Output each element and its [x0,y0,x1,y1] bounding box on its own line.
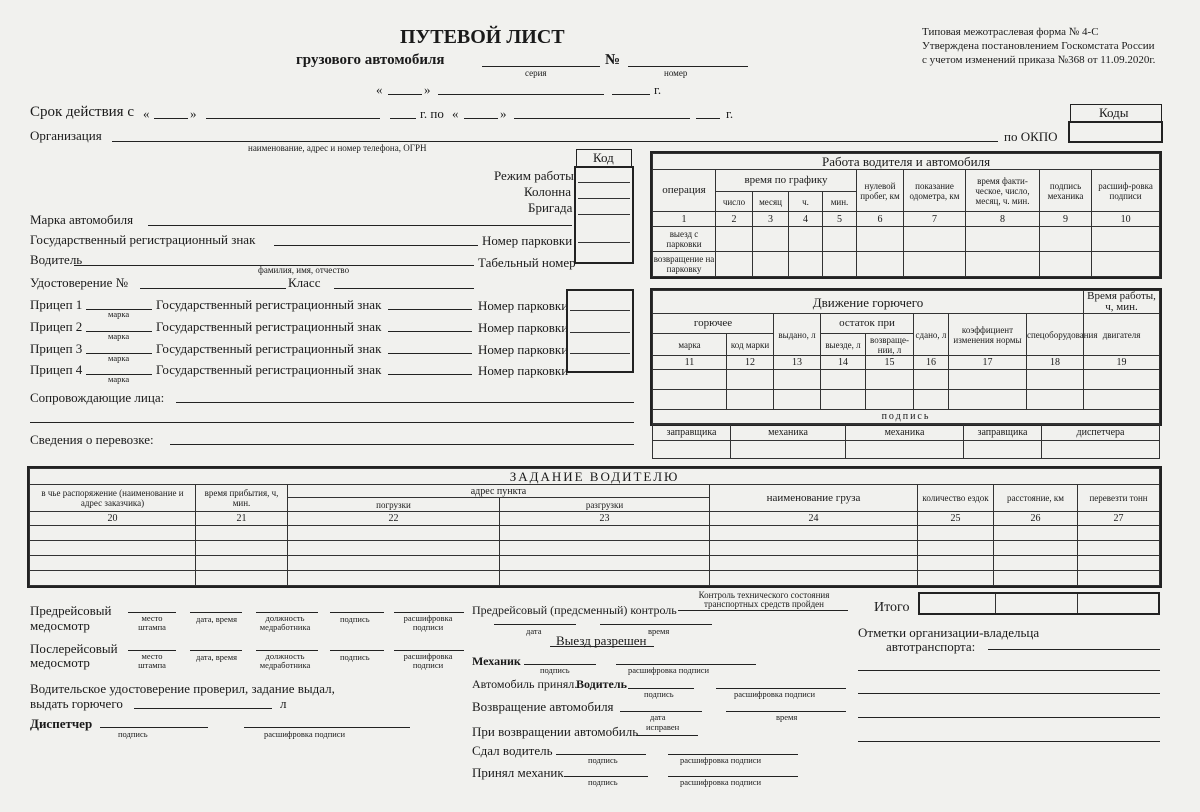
org-field[interactable] [112,141,998,142]
date-month-field[interactable] [438,94,604,95]
work-num: 3 [753,212,789,227]
task-cell[interactable] [918,541,994,556]
dispetcher-sign-field[interactable] [100,727,208,728]
work-cell[interactable] [753,227,789,252]
dispetcher-rassh-field[interactable] [244,727,410,728]
marka-label: Марка автомобиля [30,212,134,227]
task-num: 20 [30,512,196,526]
trailer-marka-caption: марка [108,309,130,319]
work-num: 4 [789,212,823,227]
work-num: 9 [1040,212,1092,227]
signature-table [652,424,1160,459]
task-num: 26 [994,512,1078,526]
fuel-num: 16 [914,356,949,370]
dispetcher-rassh-caption: расшифровка подписи [264,729,346,739]
work-cell[interactable] [904,252,966,277]
work-row-vozvrashenie: возвращение на парковку [653,252,716,277]
fuel-num: 18 [1027,356,1084,370]
validity-year-end: г. [726,106,734,121]
task-cell[interactable] [710,541,918,556]
sdal-label: Сдал водитель [472,743,553,758]
number-field[interactable] [628,66,748,67]
kontrol-field[interactable] [678,610,848,611]
medos-datetime-caption: дата, время [196,614,238,624]
vozvrashenie-time-caption: время [776,712,798,722]
trailer-gos-znak-label: Государственный регистрационный знак [156,297,382,312]
svedeniya-field[interactable] [170,444,634,445]
fuel-num: 15 [866,356,914,370]
fuel-cell[interactable] [1084,390,1160,410]
task-cell[interactable] [1078,541,1160,556]
fio-caption: фамилия, имя, отчество [258,265,350,275]
task-cell[interactable] [196,541,288,556]
nomer-parkovki-label: Номер парковки [482,233,573,248]
medos-podpis-caption: подпись [340,652,370,662]
otmetki-label: Отметки организации-владельца [858,625,1040,640]
task-cell[interactable] [288,571,500,586]
task-col-rasporyazhenie: в чье распоряжение (наименование и адрес заказчика) [30,485,196,512]
work-num: 6 [857,212,904,227]
work-col-chislo: число [716,192,753,212]
prinyal-label: Принял механик [472,765,564,780]
medos-datetime-field[interactable] [190,650,242,651]
vod-udost-label: Водительское удостоверение проверил, задание выдал, [30,681,335,696]
otmetki-line-4[interactable] [858,717,1160,718]
trailer-gos-znak-label: Государственный регистрационный знак [156,341,382,356]
task-cell[interactable] [500,541,710,556]
fuel-num: 12 [727,356,774,370]
validity-month-to[interactable] [514,118,690,119]
fuel-col-specoborud: спецоборудования [1027,314,1084,356]
fuel-num: 13 [774,356,821,370]
task-cell[interactable] [994,526,1078,541]
org-caption: наименование, адрес и номер телефона, ОГРН [248,143,427,153]
fuel-cell[interactable] [866,390,914,410]
itogo-label: Итого [874,600,910,615]
work-cell[interactable] [1092,227,1160,252]
task-cell[interactable] [994,541,1078,556]
sign-mehanik-2: механика [846,425,964,441]
work-num: 7 [904,212,966,227]
medos-rassh-caption: расшифровка подписи [403,651,453,670]
fuel-num: 19 [1084,356,1160,370]
work-col-nulevoi: нулевой пробег, км [857,170,904,212]
soprovozhd-label: Сопровождающие лица: [30,390,165,405]
avto-prinyal-sign-caption: подпись [644,689,674,699]
predreis-kontrol-label: Предрейсовый (предсменный) контроль [472,603,677,617]
itogo-box [918,592,1160,615]
work-cell[interactable] [789,252,823,277]
task-cell[interactable] [918,571,994,586]
task-cell[interactable] [710,556,918,571]
trailer-label: Прицеп 1 [30,297,83,312]
work-cell[interactable] [823,227,857,252]
otmetki-line-1[interactable] [988,649,1160,650]
fuel-col-koef: коэффициент изменения нормы [949,314,1027,356]
form-note-2: Утверждена постановлением Госкомстата России [922,40,1155,52]
trailer-parking-label: Номер парковки [478,363,569,378]
mehanik-rassh-caption: расшифровка подписи [628,665,710,675]
medos-podpis-field[interactable] [330,650,384,651]
task-cell[interactable] [30,541,196,556]
number-caption: номер [664,68,688,78]
soprovozhd-field-2[interactable] [30,422,634,423]
form-subtitle: грузового автомобиля [296,52,445,68]
trailer-parking-label: Номер парковки [478,320,569,335]
sign-zapravshchik-2: заправщика [964,425,1042,441]
trailer-label: Прицеп 2 [30,319,83,334]
fuel-cell[interactable] [949,390,1027,410]
work-cell[interactable] [716,252,753,277]
fuel-vremya-raboty: Время работы, ч, мин. [1084,291,1160,314]
prinyal-sign-caption: подпись [588,777,618,787]
dispetcher-label: Диспетчер [30,716,93,731]
series-field[interactable] [482,66,600,67]
fuel-cell[interactable] [727,390,774,410]
date-day-field[interactable] [388,94,422,95]
kontrol-time-caption: время [648,626,670,636]
gos-znak-label: Государственный регистрационный знак [30,232,256,247]
sign-dispetcher: диспетчера [1042,425,1160,441]
work-col-mesyac: месяц [753,192,789,212]
sign-zapravshchik: заправщика [653,425,731,441]
task-col-rasstoyanie: расстояние, км [994,485,1078,512]
task-col-razgruzki: разгрузки [500,498,710,512]
tabelnyi-label: Табельный номер [478,255,576,270]
task-cell[interactable] [1078,526,1160,541]
validity-label: Срок действия с [30,104,134,120]
work-cell[interactable] [857,227,904,252]
task-cell[interactable] [918,526,994,541]
fuel-col-vydano: выдано, л [774,314,821,356]
work-cell[interactable] [1092,252,1160,277]
mehanik-sign-caption: подпись [540,665,570,675]
marka-field[interactable] [148,225,572,226]
medosmotr-label-2: медосмотр [30,655,90,670]
kod-header [576,149,632,167]
task-col-adres: адрес пункта [288,485,710,498]
fuel-cell[interactable] [914,370,949,390]
work-cell[interactable] [966,252,1040,277]
okpo-code-field[interactable] [1068,121,1163,143]
rezhim-label: Режим работы [494,168,574,183]
kontrol-date-field[interactable] [494,624,576,625]
task-cell[interactable] [196,571,288,586]
trailer-marka-caption: марка [108,374,130,384]
klass-field[interactable] [334,288,474,289]
task-num: 21 [196,512,288,526]
task-cell[interactable] [196,526,288,541]
fuel-cell[interactable] [653,390,727,410]
medos-rassh-caption: расшифровка подписи [403,613,453,632]
medos-shtamp-caption: место штампа [138,613,166,632]
work-cell[interactable] [1040,227,1092,252]
fuel-cell[interactable] [821,370,866,390]
vyezd-razreshen-label: Выезд разрешен [556,633,647,648]
poslereis-label: Послерейсовый [30,641,118,656]
task-col-pogruzki: погрузки [288,498,500,512]
form-note-1: Типовая межотраслевая форма № 4-С [922,26,1099,38]
validity-quote-2: » [190,106,197,121]
validity-day-from[interactable] [154,118,188,119]
task-table [29,468,1160,586]
task-cell[interactable] [30,526,196,541]
avto-prinyal-label: Автомобиль принял. [472,677,578,691]
validity-month-from[interactable] [206,118,380,119]
fuel-cell[interactable] [774,390,821,410]
work-num: 2 [716,212,753,227]
task-cell[interactable] [710,526,918,541]
fuel-col-vyezde: выезде, л [821,334,866,356]
fuel-cell[interactable] [727,370,774,390]
kolonna-label: Колонна [524,184,572,199]
fuel-col-vozvrashenii: возвраще-нии, л [866,334,914,356]
fuel-col-goryuchee: горючее [653,314,774,334]
fuel-num: 14 [821,356,866,370]
work-cell[interactable] [789,227,823,252]
work-col-operaciya: операция [653,170,716,212]
sign-cell[interactable] [731,441,846,459]
sign-cell[interactable] [964,441,1042,459]
fuel-cell[interactable] [1027,370,1084,390]
trailer-gos-znak-label: Государственный регистрационный знак [156,319,382,334]
sdal-rassh-caption: расшифровка подписи [680,755,762,765]
medos-shtamp-caption: место штампа [138,651,166,670]
trailer-gos-znak-field[interactable] [388,309,472,310]
validity-quote-1: « [143,106,150,121]
fuel-cell[interactable] [821,390,866,410]
fuel-col-marka: марка [653,334,727,356]
task-cell[interactable] [500,526,710,541]
vydat-gor-label: выдать горючего [30,696,123,711]
udost-label: Удостоверение № [30,275,129,290]
work-col-pokazanie: показание одометра, км [904,170,966,212]
trailer-parking-box [566,289,634,373]
work-num: 8 [966,212,1040,227]
ispraven-caption: исправен [646,722,680,732]
validity-year-to-field[interactable] [696,118,720,119]
fuel-cell[interactable] [774,370,821,390]
vozvrashenie-date-caption: дата [650,712,666,722]
work-row-vyezd: выезд с парковки [653,227,716,252]
task-num: 25 [918,512,994,526]
validity-day-to[interactable] [464,118,498,119]
series-caption: серия [525,68,547,78]
okpo-label: по ОКПО [1004,129,1058,144]
work-cell[interactable] [1040,252,1092,277]
task-cell[interactable] [1078,571,1160,586]
work-col-ch: ч. [789,192,823,212]
pri-vozvrashenii-label: При возвращении автомобиль [472,724,639,739]
work-title: Работа водителя и автомобиля [653,154,1160,170]
vozvrashenie-label: Возвращение автомобиля [472,699,614,714]
task-num: 23 [500,512,710,526]
fuel-cell[interactable] [1027,390,1084,410]
udost-field[interactable] [140,288,286,289]
sign-cell[interactable] [1042,441,1160,459]
trailer-marka-caption: марка [108,353,130,363]
validity-year-from[interactable] [390,118,416,119]
avto-voditel-label: Водитель [576,677,627,691]
task-col-vremya: время прибытия, ч, мин. [196,485,288,512]
medosmotr-label: медосмотр [30,618,90,633]
task-cell[interactable] [30,556,196,571]
fuel-cell[interactable] [653,370,727,390]
date-quote-close: » [424,82,431,97]
work-col-grafik: время по графику [716,170,857,192]
otmetki-line-2[interactable] [858,670,1160,671]
validity-quote-4: » [500,106,507,121]
fuel-col-dvigatelya: двигателя [1084,314,1160,356]
dispetcher-sign-caption: подпись [118,729,148,739]
trailer-label: Прицеп 3 [30,341,83,356]
validity-quote-3: « [452,106,459,121]
trailer-label: Прицеп 4 [30,362,83,377]
trailer-marka-caption: марка [108,331,130,341]
work-cell[interactable] [716,227,753,252]
avto-prinyal-rassh-caption: расшифровка подписи [734,689,816,699]
trailer-gos-znak-field[interactable] [388,353,472,354]
fuel-cell[interactable] [866,370,914,390]
task-col-kolichestvo: количество ездок [918,485,994,512]
work-col-rasshifrovka: расшиф-ровка подписи [1092,170,1160,212]
work-cell[interactable] [753,252,789,277]
soprovozhd-field[interactable] [176,402,634,403]
medos-dolzhnost-caption: должность медработника [259,613,311,632]
task-num: 27 [1078,512,1160,526]
trailer-gos-znak-field[interactable] [388,374,472,375]
task-cell[interactable] [288,541,500,556]
fuel-cell[interactable] [914,390,949,410]
task-cell[interactable] [500,571,710,586]
work-cell[interactable] [904,227,966,252]
task-col-naimenovanie: наименование груза [710,485,918,512]
pri-vozvrashenii-field[interactable] [636,735,698,736]
date-year-suffix: г. [654,82,662,97]
work-cell[interactable] [857,252,904,277]
fuel-col-sdano: сдано, л [914,314,949,356]
fuel-podpis-title: подпись [653,410,1160,424]
task-num: 24 [710,512,918,526]
voditel-label: Водитель [30,252,83,267]
medos-dolzhnost-caption: должность медработника [259,651,311,670]
date-year-field[interactable] [612,94,650,95]
fuel-cell[interactable] [1084,370,1160,390]
kontrol-tech-label: Контроль технического состояния транспортных средств пройден [698,590,830,609]
trailer-gos-znak-field[interactable] [388,331,472,332]
klass-label: Класс [288,275,321,290]
work-cell[interactable] [966,227,1040,252]
fuel-col-kod-marki: код марки [727,334,774,356]
fuel-num: 17 [949,356,1027,370]
sign-mehanik-1: механика [731,425,846,441]
fuel-col-ostatok: остаток при [821,314,914,334]
form-title: ПУТЕВОЙ ЛИСТ [400,26,565,48]
work-col-min: мин. [823,192,857,212]
sign-cell[interactable] [653,441,731,459]
task-cell[interactable] [918,556,994,571]
task-cell[interactable] [196,556,288,571]
task-cell[interactable] [994,571,1078,586]
org-label: Организация [30,128,102,143]
task-cell[interactable] [30,571,196,586]
otmetki-line-3[interactable] [858,693,1160,694]
svedeniya-label: Сведения о перевозке: [30,432,154,447]
work-table [652,153,1160,277]
work-num: 1 [653,212,716,227]
trailer-parking-label: Номер парковки [478,298,569,313]
otmetki-line-5[interactable] [858,741,1160,742]
work-cell[interactable] [823,252,857,277]
gos-znak-field[interactable] [274,245,478,246]
work-num: 10 [1092,212,1160,227]
brigada-label: Бригада [528,200,573,215]
form-note-3: с учетом изменений приказа №368 от 11.09.2020г. [922,54,1156,66]
number-sign: № [605,52,621,68]
task-cell[interactable] [288,556,500,571]
vyezd-razreshen-line [550,646,654,647]
validity-year-to: г. по [420,106,444,121]
litr-label: л [280,696,287,711]
task-col-perevezti: перевезти тонн [1078,485,1160,512]
task-num: 22 [288,512,500,526]
trailer-parking-label: Номер парковки [478,342,569,357]
date-quote-open: « [376,82,383,97]
fuel-cell[interactable] [949,370,1027,390]
sdal-sign-caption: подпись [588,755,618,765]
task-cell[interactable] [288,526,500,541]
sign-cell[interactable] [846,441,964,459]
task-cell[interactable] [1078,556,1160,571]
kod-label: Код [593,150,614,165]
predreis-label: Предрейсовый [30,603,112,618]
kod-column [574,166,634,264]
mehanik-label: Механик [472,654,521,668]
task-title: ЗАДАНИЕ ВОДИТЕЛЮ [30,469,1160,485]
kontrol-date-caption: дата [526,626,542,636]
work-col-podpis: подпись механика [1040,170,1092,212]
trailer-gos-znak-label: Государственный регистрационный знак [156,362,382,377]
vydat-gor-field[interactable] [134,708,272,709]
fuel-table [652,290,1160,424]
fuel-num: 11 [653,356,727,370]
prinyal-rassh-caption: расшифровка подписи [680,777,762,787]
kontrol-time-field[interactable] [600,624,712,625]
codes-header [1070,104,1162,122]
task-cell[interactable] [710,571,918,586]
codes-label: Коды [1099,105,1129,120]
fuel-title: Движение горючего [653,291,1084,314]
work-col-fakt: время факти-ческое, число, месяц, ч. мин. [966,170,1040,212]
medos-datetime-field[interactable] [190,612,242,613]
medos-podpis-field[interactable] [330,612,384,613]
task-cell[interactable] [994,556,1078,571]
task-cell[interactable] [500,556,710,571]
avtotransporta-label: автотранспорта: [886,639,976,654]
medos-datetime-caption: дата, время [196,652,238,662]
work-num: 5 [823,212,857,227]
medos-podpis-caption: подпись [340,614,370,624]
